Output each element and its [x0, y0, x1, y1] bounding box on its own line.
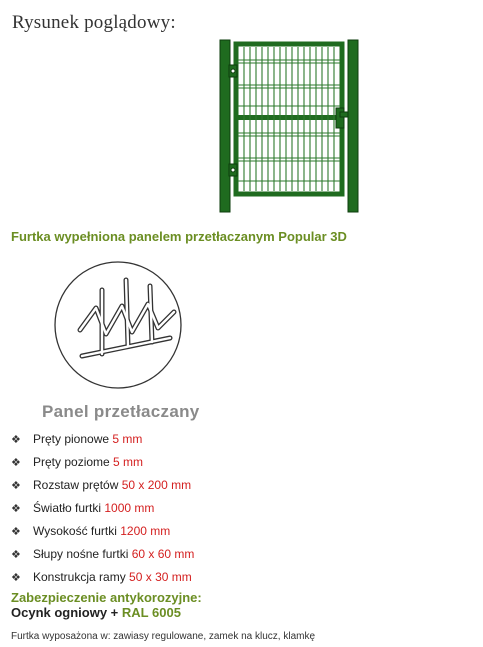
list-item: [11, 474, 471, 497]
ral-color: RAL 6005: [121, 605, 181, 620]
bullet-icon: ❖: [11, 457, 21, 469]
bullet-icon: ❖: [11, 480, 21, 492]
spec-list: [11, 428, 471, 589]
finish-text: Ocynk ogniowy +: [11, 605, 119, 620]
bullet-icon: ❖: [11, 503, 21, 515]
spec-label: Pręty pionowe: [33, 432, 110, 446]
spec-value: 5 mm: [113, 455, 144, 469]
spec-value: 5 mm: [112, 432, 143, 446]
right-post: [348, 40, 358, 212]
spec-label: Pręty poziome: [33, 455, 110, 469]
list-item: [11, 566, 471, 589]
protection-title: Zabezpieczenie antykorozyjne:: [11, 590, 202, 605]
equipment-note: Furtka wyposażona w: zawiasy regulowane, zamek na klucz, klamkę: [11, 631, 316, 642]
bullet-icon: ❖: [11, 549, 21, 561]
spec-label: Rozstaw prętów: [33, 478, 119, 492]
spec-label: Słupy nośne furtki: [33, 547, 129, 561]
gate-middle-bar: [236, 115, 342, 120]
spec-label: Konstrukcja ramy: [33, 570, 126, 584]
panel-detail-image: [52, 250, 184, 400]
page-heading: Rysunek poglądowy:: [12, 12, 176, 33]
spec-value: 1200 mm: [120, 524, 171, 538]
list-item: [11, 428, 471, 451]
spec-value: 1000 mm: [104, 501, 155, 515]
product-subtitle: Furtka wypełniona panelem przetłaczanym Popular 3D: [11, 229, 347, 244]
list-item: [11, 543, 471, 566]
bullet-icon: ❖: [11, 572, 21, 584]
gate-drawing: [212, 38, 368, 214]
spec-label: Światło furtki: [33, 501, 102, 515]
bullet-icon: ❖: [11, 526, 21, 538]
spec-value: 50 x 30 mm: [129, 570, 192, 584]
list-item: [11, 451, 471, 474]
list-item: [11, 497, 471, 520]
bullet-icon: ❖: [11, 434, 21, 446]
list-item: [11, 520, 471, 543]
spec-label: Wysokość furtki: [33, 524, 117, 538]
gate-mesh-horizontal: [238, 60, 340, 181]
spec-value: 50 x 200 mm: [121, 478, 192, 492]
protection-finish: [11, 605, 181, 620]
spec-value: 60 x 60 mm: [131, 547, 195, 561]
lock-icon: [336, 108, 348, 128]
panel-caption: Panel przetłaczany: [42, 402, 200, 421]
